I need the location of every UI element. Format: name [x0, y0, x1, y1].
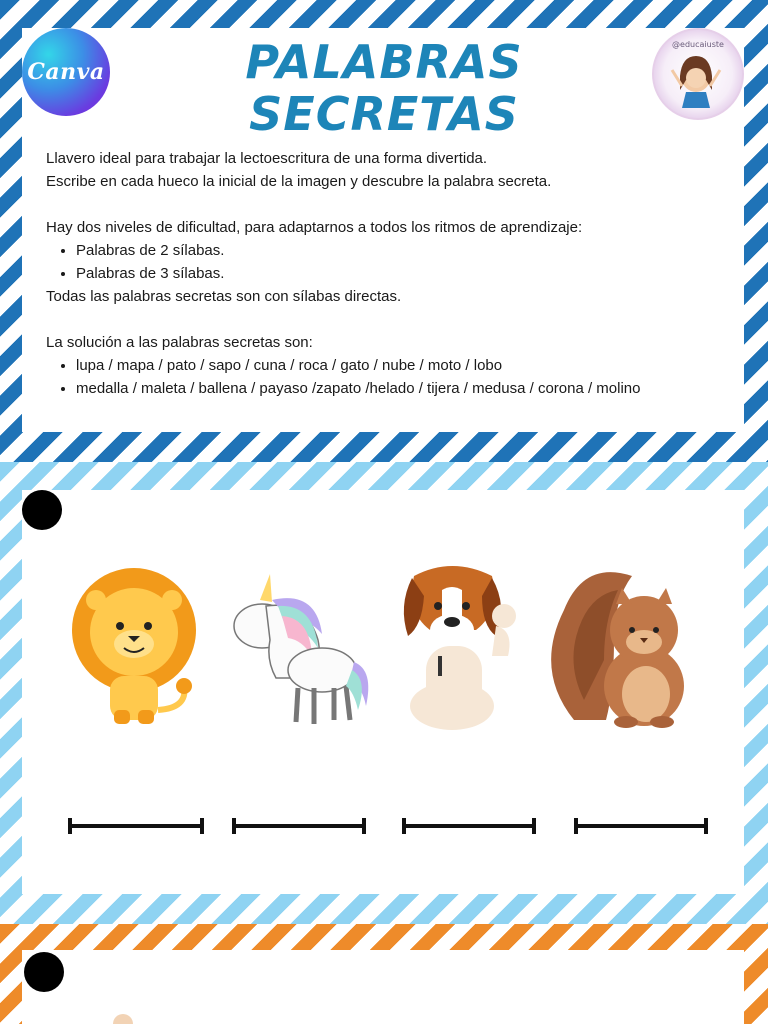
- badge-handle: @educaiuste: [672, 40, 724, 49]
- title-line-2: SECRETAS: [249, 87, 519, 141]
- unicorn-icon: [226, 570, 376, 730]
- punch-hole: [22, 490, 62, 530]
- level-item: • Palabras de 3 sílabas.: [76, 262, 726, 285]
- solution-item: • lupa / mapa / pato / sapo / cuna / roca / gato / nube / moto / lobo: [76, 354, 726, 377]
- partial-picture-icon: [110, 1012, 136, 1024]
- lion-icon: [66, 560, 206, 730]
- punch-hole: [24, 952, 64, 992]
- solution-item: • medalla / maleta / ballena / payaso /zapato /helado / tijera / medusa / corona / molino: [76, 377, 726, 400]
- syllables-note: Todas las palabras secretas son con sílabas directas.: [46, 288, 402, 305]
- instructions: [46, 147, 726, 400]
- solution-intro: La solución a las palabras secretas son:: [46, 334, 313, 351]
- levels-list: [46, 239, 726, 285]
- answer-blank[interactable]: [70, 824, 202, 828]
- canva-logo-text: Canva: [27, 59, 105, 85]
- answer-blank[interactable]: [576, 824, 706, 828]
- answer-blank[interactable]: [234, 824, 364, 828]
- solutions-list: [46, 354, 726, 400]
- page-title: [0, 36, 768, 140]
- answer-blank[interactable]: [404, 824, 534, 828]
- level-item: • Palabras de 2 sílabas.: [76, 239, 726, 262]
- title-line-1: PALABRAS: [245, 35, 523, 89]
- dog-icon: [396, 556, 526, 732]
- intro-line-1: Llavero ideal para trabajar la lectoescritura de una forma divertida.: [46, 150, 488, 167]
- squirrel-icon: [544, 560, 694, 730]
- levels-intro: Hay dos niveles de dificultad, para adaptarnos a todos los ritmos de aprendizaje:: [46, 219, 583, 236]
- intro-line-2: Escribe en cada hueco la inicial de la imagen y descubre la palabra secreta.: [46, 173, 552, 190]
